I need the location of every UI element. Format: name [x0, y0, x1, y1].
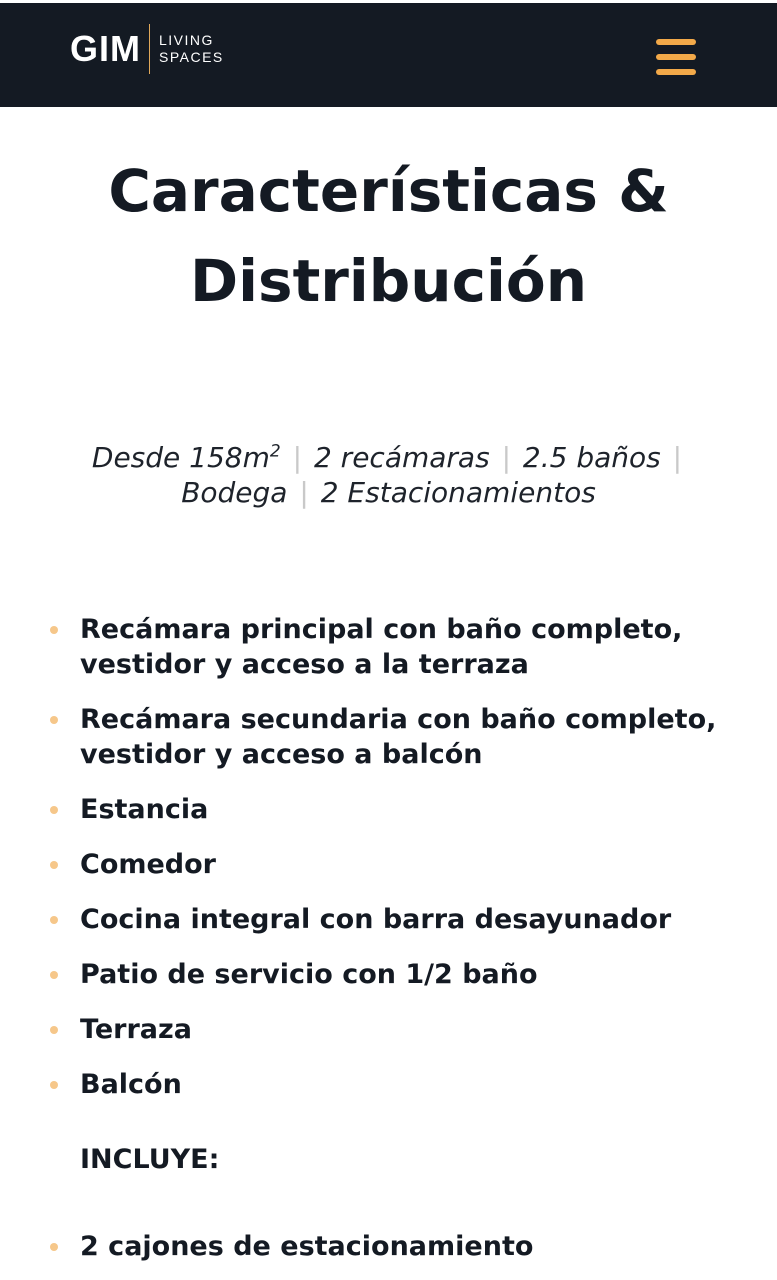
- feature-item: [0, 702, 777, 772]
- feature-item: [0, 1012, 777, 1047]
- spec-area-text: Desde 158m: [91, 441, 270, 474]
- features-list: [0, 612, 777, 1102]
- spec-parking: 2 Estacionamientos: [320, 476, 596, 509]
- includes-item: [0, 1229, 777, 1264]
- feature-item-label: Cocina integral con barra desayunador: [80, 904, 672, 935]
- feature-item-label: Patio de servicio con 1/2 baño: [80, 959, 538, 990]
- page-title-line2: Distribución: [190, 247, 587, 315]
- includes-list: [0, 1229, 777, 1264]
- feature-item: [0, 847, 777, 882]
- spec-storage: Bodega: [181, 476, 288, 509]
- property-specs: [0, 440, 777, 510]
- feature-item: [0, 612, 777, 682]
- hamburger-menu-icon[interactable]: [654, 38, 698, 78]
- logo-subtitle-line1: LIVING: [159, 32, 214, 48]
- feature-item-label: Balcón: [80, 1069, 182, 1100]
- feature-item-label: Recámara secundaria con baño completo, vestidor y acceso a balcón: [80, 704, 717, 770]
- logo-divider: [149, 24, 150, 74]
- feature-item: [0, 902, 777, 937]
- includes-section: [0, 1229, 777, 1280]
- page-title-line1: Características &: [108, 157, 669, 225]
- feature-item-label: Comedor: [80, 849, 217, 880]
- spec-separator: |: [672, 441, 683, 474]
- menu-bar-bottom: [656, 69, 696, 75]
- gim-living-spaces-logo[interactable]: [70, 23, 224, 75]
- feature-item-label: Terraza: [80, 1014, 192, 1045]
- page-title: [0, 146, 777, 326]
- feature-item: [0, 1067, 777, 1102]
- bullet-dot-icon: [50, 861, 58, 869]
- spec-bedrooms: 2 recámaras: [313, 441, 490, 474]
- spec-separator: |: [299, 476, 309, 509]
- bullet-dot-icon: [50, 626, 58, 634]
- bullet-dot-icon: [50, 1081, 58, 1089]
- bullet-dot-icon: [50, 806, 58, 814]
- spec-bathrooms: 2.5 baños: [522, 441, 661, 474]
- bullet-dot-icon: [50, 916, 58, 924]
- feature-item: [0, 792, 777, 827]
- logo-subtitle: [159, 32, 224, 66]
- spec-separator: |: [501, 441, 512, 474]
- bullet-dot-icon: [50, 716, 58, 724]
- logo-subtitle-line2: SPACES: [159, 49, 224, 65]
- feature-item: [0, 957, 777, 992]
- feature-item-label: Recámara principal con baño completo, vestidor y acceso a la terraza: [80, 614, 683, 680]
- menu-bar-top: [656, 39, 696, 45]
- spec-separator: |: [292, 441, 303, 474]
- spec-area-superscript: 2: [269, 441, 281, 462]
- bullet-dot-icon: [50, 1026, 58, 1034]
- top-navigation-bar: [0, 0, 777, 107]
- menu-bar-middle: [656, 54, 696, 60]
- feature-item-label: Estancia: [80, 794, 209, 825]
- spec-area: [92, 441, 281, 474]
- includes-item-label: 2 cajones de estacionamiento: [80, 1231, 534, 1262]
- features-section: [0, 612, 777, 1122]
- logo-mark: GIM: [70, 28, 141, 69]
- includes-heading: INCLUYE:: [80, 1144, 220, 1175]
- bullet-dot-icon: [50, 971, 58, 979]
- bullet-dot-icon: [50, 1243, 58, 1251]
